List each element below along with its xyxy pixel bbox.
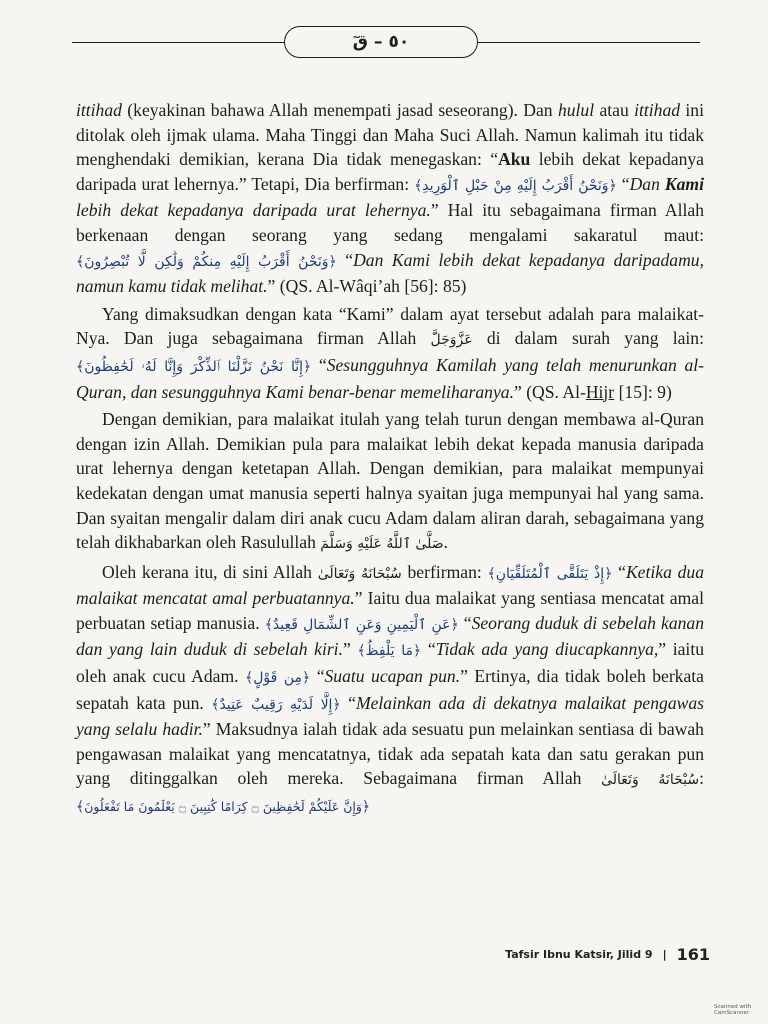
text: “: [311, 354, 327, 375]
text: ” Maksudnya ialah tidak ada sesuatu pun melainkan sentiasa di bawah pengawasan malaikat yang mencatatnya, tidak ada sepatah kata dan satu gerakan pun yang ditinggalkan oleh mereka. Sebagaimana firman Allah: [76, 719, 704, 789]
ayah-bracket-icon: ﴾: [357, 643, 366, 660]
footer-divider: |: [662, 947, 667, 961]
ayah-bracket-icon: ﴿: [361, 799, 371, 816]
translation: Suatu ucapan pun.: [324, 666, 461, 687]
text: (keyakinan bahawa Allah menempati jasad seseorang). Dan: [121, 100, 558, 120]
book-title: Tafsir Ibnu Katsir, Jilid 9: [505, 947, 653, 961]
page-header: [72, 22, 700, 64]
text: :: [699, 768, 704, 789]
honorific: سُبْحَانَهُ وَتَعَالَىٰ: [601, 772, 700, 789]
text: di dalam surah yang lain:: [472, 328, 704, 349]
term-hulul: hulul: [557, 100, 595, 120]
ayah-bracket-icon: ﴿: [412, 643, 422, 660]
page-number: 161: [676, 944, 710, 964]
honorific: صَلَّىٰ ٱللَّهُ عَلَيْهِ وَسَلَّمَ: [320, 536, 444, 553]
text: berfirman:: [401, 561, 488, 582]
text: lebih dekat kepadanya daripada urat lehernya.” Tetapi, Dia berfirman:: [76, 149, 704, 194]
text: “: [458, 612, 472, 633]
translation: Dan Kami lebih dekat kepadanya daripadamu, namun kamu tidak melihat.: [76, 249, 704, 297]
citation: [15]: 9): [614, 381, 672, 402]
ayah-bracket-icon: ﴿: [608, 177, 617, 194]
translation-bold: Kami: [664, 173, 704, 194]
text: “: [336, 249, 354, 270]
text: ” Hal itu sebagaimana firman Allah berkenaan dengan seorang yang sedang mengalami sakaratul maut:: [76, 200, 704, 245]
bold-aku: Aku: [498, 149, 531, 170]
translation: Tidak ada yang diucapkannya,: [435, 639, 659, 660]
ayah-bracket-icon: ﴿: [303, 358, 312, 375]
text: “: [421, 639, 436, 660]
honorific: سُبْحَانَهُ وَتَعَالَىٰ: [317, 565, 402, 582]
ayah-bracket-icon: ﴾: [414, 177, 423, 194]
paragraph-1: [76, 98, 704, 299]
quran-verse: مِن قَوْلٍ: [253, 670, 303, 687]
quran-verse: وَإِنَّ عَلَيْكُمْ لَحَٰفِظِينَ ۝ كِرَامًا كَٰتِبِينَ ۝ يَعْلَمُونَ مَا تَفْعَلُونَ: [84, 799, 362, 815]
translation: Seorang duduk di sebelah kanan dan yang lain duduk di sebelah kiri.: [76, 612, 705, 660]
page-body: [76, 98, 704, 820]
text: .: [443, 532, 449, 553]
text: ” Iaitu dua malaikat yang sentiasa mencatat amal perbuatan setiap manusia.: [76, 588, 704, 633]
text: “: [310, 666, 325, 687]
paragraph-3: [76, 407, 704, 557]
text: ”: [342, 639, 358, 660]
surah-name: قٓ: [352, 32, 368, 52]
text: Oleh kerana itu, di sini Allah: [102, 561, 318, 582]
header-separator: –: [373, 32, 383, 52]
citation: ” (QS. Al-Wâqi’ah [56]: 85): [267, 276, 467, 297]
ayah-bracket-icon: ﴾: [76, 799, 85, 816]
ayah-bracket-icon: ﴾: [487, 565, 496, 582]
text: ini ditolak oleh ijmak ulama. Maha Tinggi dan Maha Suci Allah. Namun kalimah itu tidak menghendaki demikian, kerana Dia tidak menegaskan: “: [76, 100, 704, 170]
quran-verse: عَنِ ٱلْيَمِينِ وَعَنِ ٱلشِّمَالِ قَعِيدٌ: [272, 616, 451, 633]
quran-verse: إِلَّا لَدَيْهِ رَقِيبٌ عَتِيدٌ: [219, 696, 333, 713]
ayah-bracket-icon: ﴾: [76, 358, 85, 375]
translation: Ketika dua malaikat mencatat amal perbuatannya.: [76, 561, 704, 609]
ayah-bracket-icon: ﴾: [264, 616, 273, 633]
translation: lebih dekat kepadanya daripada urat lehernya.: [76, 200, 431, 221]
quran-verse: وَنَحْنُ أَقْرَبُ إِلَيْهِ مِنكُمْ وَلَٰكِن لَّا تُبْصِرُونَ: [84, 253, 329, 270]
ayah-bracket-icon: ﴿: [302, 670, 311, 687]
quran-verse: إِنَّا نَحْنُ نَزَّلْنَا ٱلذِّكْرَ وَإِنَّا لَهُۥ لَحَٰفِظُونَ: [84, 358, 304, 375]
text: ” iaitu oleh anak cucu Adam.: [76, 639, 705, 687]
text: Dengan demikian, para malaikat itulah yang telah turun dengan membawa al-Quran dengan izin Allah. Demikian pula para malaikat lebih dekat kepada manusia daripada urat lehernya dengan ketetapan Allah. Dengan demikian, para malaikat mempunyai kedekatan dengan umat manusia seperti halnya syaitan juga mempunyai hal yang sama. Dan syaitan mengalir dalam diri anak cucu Adam dalam aliran darah, sebagaimana yang telah dikhabarkan oleh Rasulullah: [76, 409, 704, 553]
quran-verse: وَنَحْنُ أَقْرَبُ إِلَيْهِ مِنْ حَبْلِ ٱلْوَرِيدِ: [422, 177, 609, 194]
ayah-bracket-icon: ﴾: [245, 670, 254, 687]
paragraph-2: [76, 302, 704, 404]
text: atau: [594, 100, 635, 120]
text: Yang dimaksudkan dengan kata “Kami” dalam ayat tersebut adalah para malaikat-Nya. Dan juga sebagaimana firman Allah: [76, 303, 704, 349]
text: “: [612, 561, 626, 582]
ayah-bracket-icon: ﴿: [332, 696, 341, 713]
ayah-bracket-icon: ﴿: [604, 565, 613, 582]
translation: Dan: [629, 173, 665, 194]
text: ” Ertinya, dia tidak boleh berkata sepatah kata pun.: [76, 666, 704, 713]
text: “: [340, 692, 356, 713]
citation-surah: Hijr: [585, 381, 615, 402]
page-footer: [470, 944, 710, 964]
quran-verse: مَا يَلْفِظُ: [365, 643, 413, 660]
ayah-bracket-icon: ﴾: [211, 696, 220, 713]
ayah-bracket-icon: ﴿: [328, 253, 337, 270]
text: “: [616, 173, 630, 194]
citation: ” (QS. Al-: [513, 381, 586, 402]
surah-label: [284, 26, 478, 58]
scanner-watermark: Scanned with CamScanner: [714, 1004, 752, 1016]
ayah-bracket-icon: ﴾: [76, 253, 85, 270]
honorific: عَزَّوَجَلَّ: [430, 332, 473, 349]
surah-number: ٥٠: [388, 32, 410, 52]
paragraph-4: [76, 560, 704, 820]
quran-verse: إِذْ يَتَلَقَّى ٱلْمُتَلَقِّيَانِ: [495, 565, 605, 582]
term-ittihad: ittihad: [634, 100, 681, 120]
translation: Melainkan ada di dekatnya malaikat pengawas yang selalu hadir.: [76, 692, 704, 740]
term-ittihad: ittihad: [76, 100, 122, 120]
translation: Sesungguhnya Kamilah yang telah menurunkan al-Quran, dan sesungguhnya Kami benar-benar memeliharanya.: [76, 354, 704, 402]
ayah-bracket-icon: ﴿: [450, 616, 459, 633]
